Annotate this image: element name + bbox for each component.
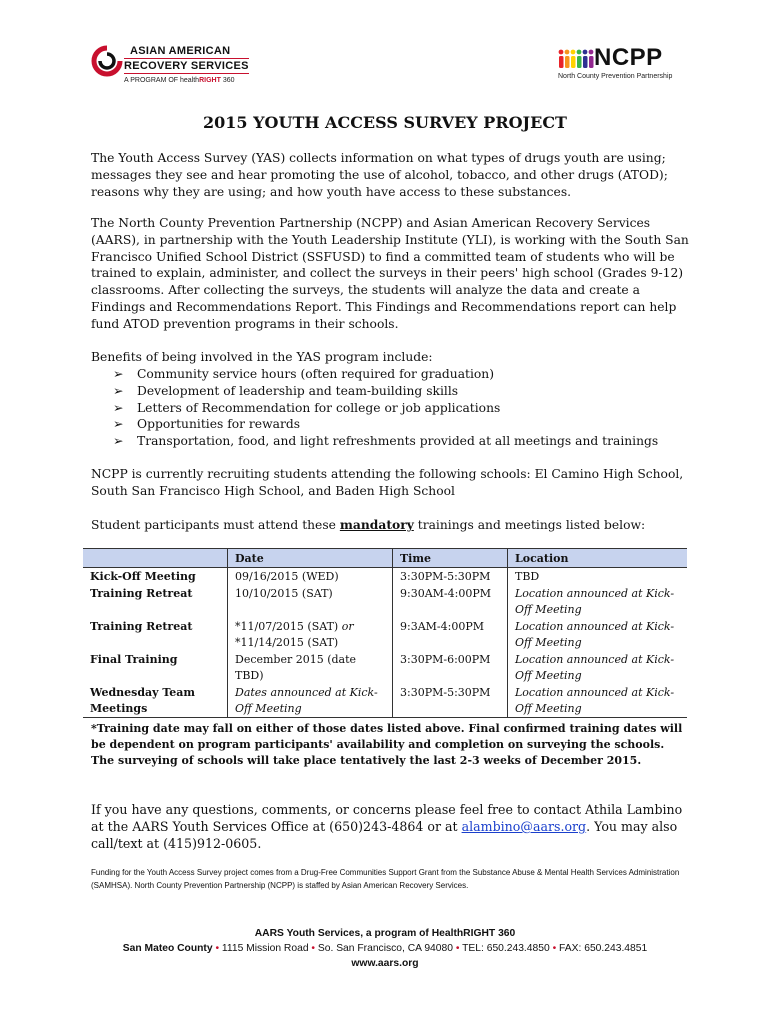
list-item — [113, 400, 693, 417]
funding-note: Funding for the Youth Access Survey project comes from a Drug-Free Communities Support Grant from the Substance Abuse & Mental Health Services Administration (SAMHSA). North County Prevention Partnership (NCPP) is staffed by Asian American Recovery Services. — [91, 868, 680, 890]
ncpp-logo-word: NCPP — [594, 44, 663, 71]
time-cell: 9:30AM-4:00PM — [393, 585, 508, 618]
header-event — [83, 549, 228, 568]
ncpp-figure-body — [577, 56, 582, 68]
ncpp-figure-body — [583, 56, 588, 68]
header-time: Time — [393, 549, 508, 568]
schedule-table — [83, 548, 687, 718]
event-cell: Kick-Off Meeting — [90, 569, 196, 583]
ncpp-figure-body — [589, 56, 594, 68]
partnership-paragraph: The North County Prevention Partnership (NCPP) and Asian American Recovery Services (AARS), in partnership with the Youth Leadership Institute (YLI), is working with the South San Francisco Unified School District (SSFUSD) to find a committed team of students who will be trained to explain, administer, and collect the surveys in their peers' high school (Grades 9-12) classrooms. After collecting the surveys, the students will analyze the data and create a Findings and Recommendations Report. This Findings and Recommendations report can help fund ATOD prevention programs in their schools. — [91, 216, 689, 331]
ncpp-figure-head — [583, 50, 588, 55]
date-cell: 10/10/2015 (SAT) — [228, 585, 393, 618]
time-cell: 3:30PM-5:30PM — [393, 684, 508, 718]
contact-before: If you have any questions, comments, or concerns please feel free to contact Athila Lambino at the AARS Youth Services Office at (650)243-4864 or at — [91, 802, 683, 834]
date-line2: *11/14/2015 (SAT) — [235, 635, 339, 649]
list-item — [113, 366, 693, 383]
event-cell: Wednesday Team Meetings — [90, 686, 196, 715]
date-cell: 09/16/2015 (WED) — [228, 567, 393, 585]
attend-after: trainings and meetings listed below: — [413, 518, 646, 532]
date-cell: December 2015 (date TBD) — [228, 651, 393, 684]
footer — [0, 926, 770, 971]
page-title: 2015 YOUTH ACCESS SURVEY PROJECT — [203, 113, 567, 132]
intro-paragraph: The Youth Access Survey (YAS) collects information on what types of drugs youth are using; messages they see and hear promoting the use of alcohol, tobacco, and other drugs (ATOD); reasons why they are using; and how youth have access to these substances. — [91, 151, 668, 199]
benefit-text: Opportunities for rewards — [137, 417, 301, 432]
location-cell: TBD — [508, 567, 688, 585]
arrow-bullet-icon: ➢ — [113, 400, 124, 415]
list-item — [113, 416, 693, 433]
header-location: Location — [508, 549, 688, 568]
benefit-text: Community service hours (often required for graduation) — [137, 367, 495, 381]
attend-paragraph — [91, 517, 691, 534]
event-cell: Training Retreat — [90, 587, 193, 600]
aars-sub-brand: RIGHT — [199, 77, 221, 84]
ncpp-figure-head — [577, 50, 582, 55]
attend-before: Student participants must attend these — [91, 518, 340, 532]
footer-separator: • — [212, 943, 222, 954]
location-cell: Location announced at Kick-Off Meeting — [508, 684, 688, 718]
ncpp-figure-head — [559, 50, 564, 55]
contact-paragraph — [91, 801, 691, 852]
header-date: Date — [228, 549, 393, 568]
mandatory-emphasis: mandatory — [339, 517, 414, 532]
list-item — [113, 383, 693, 400]
arrow-bullet-icon: ➢ — [113, 434, 124, 449]
table-row — [83, 567, 687, 585]
aars-logo — [90, 44, 250, 88]
time-cell: 3:30PM-5:30PM — [393, 567, 508, 585]
footer-separator: • — [452, 943, 463, 954]
footer-tel: TEL: 650.243.4850 — [462, 943, 550, 954]
footer-city: So. San Francisco, CA 94080 — [317, 943, 453, 954]
benefits-list — [113, 366, 693, 450]
footer-website[interactable]: www.aars.org — [351, 958, 419, 969]
table-row — [83, 585, 687, 618]
footer-fax: FAX: 650.243.4851 — [559, 943, 648, 954]
location-cell: Location announced at Kick-Off Meeting — [508, 651, 688, 684]
date-line1: *11/07/2015 (SAT) — [235, 620, 342, 633]
benefit-text: Letters of Recommendation for college or job applications — [137, 400, 501, 415]
email-link[interactable]: alambino@aars.org — [461, 819, 587, 834]
location-cell: Location announced at Kick-Off Meeting — [508, 585, 688, 618]
ncpp-people-icon — [556, 46, 596, 74]
aars-swirl-icon — [90, 44, 124, 78]
footer-line1: AARS Youth Services, a program of HealthRIGHT 360 — [254, 928, 516, 939]
footer-county: San Mateo County — [122, 943, 213, 954]
event-cell: Training Retreat — [90, 620, 193, 633]
ncpp-figure-head — [589, 50, 594, 55]
arrow-bullet-icon: ➢ — [113, 417, 124, 432]
date-or: or — [341, 620, 354, 633]
ncpp-figure-head — [571, 50, 576, 55]
footer-address-line — [0, 941, 770, 956]
aars-sub-prefix: A PROGRAM OF health — [124, 77, 200, 84]
footer-address: 1115 Mission Road — [221, 943, 309, 954]
time-cell: 9:3AM-4:00PM — [393, 618, 508, 651]
date-cell — [228, 618, 393, 651]
table-header-row — [83, 549, 687, 568]
ncpp-logo-tagline: North County Prevention Partnership — [558, 73, 673, 80]
benefits-intro: Benefits of being involved in the YAS program include: — [91, 350, 433, 364]
ncpp-figure-head — [565, 50, 570, 55]
recruiting-paragraph: NCPP is currently recruiting students attending the following schools: El Camino High School, South San Francisco High School, and Baden High School — [91, 467, 684, 498]
aars-logo-line1: ASIAN AMERICAN — [130, 45, 231, 57]
event-cell: Final Training — [90, 653, 178, 666]
footer-separator: • — [308, 943, 318, 954]
training-note: *Training date may fall on either of those dates listed above. Final confirmed training dates will be dependent on program participants' availability and completion on surveying the schools. The surveying of schools will take place tentatively the last 2-3 weeks of December 2015. — [91, 722, 683, 767]
arrow-bullet-icon: ➢ — [113, 383, 124, 398]
aars-sub-suffix: 360 — [220, 77, 235, 84]
list-item — [113, 433, 693, 450]
table-row — [83, 618, 687, 651]
benefit-text: Transportation, food, and light refreshments provided at all meetings and trainings — [137, 434, 659, 449]
ncpp-figure-body — [565, 56, 570, 68]
ncpp-figure-body — [559, 56, 564, 68]
table-row — [83, 684, 687, 718]
time-cell: 3:30PM-6:00PM — [393, 651, 508, 684]
location-cell: Location announced at Kick-Off Meeting — [508, 618, 688, 651]
footer-separator: • — [549, 943, 560, 954]
ncpp-logo — [556, 46, 686, 86]
date-cell: Dates announced at Kick-Off Meeting — [228, 684, 393, 718]
table-row — [83, 651, 687, 684]
aars-logo-line2: RECOVERY SERVICES — [124, 60, 249, 72]
arrow-bullet-icon: ➢ — [113, 367, 124, 381]
ncpp-figure-body — [571, 56, 576, 68]
aars-logo-subtitle — [124, 77, 235, 84]
benefit-text: Development of leadership and team-building skills — [137, 383, 459, 398]
contact-after: . You may also call/text at (415)912-0605. — [91, 819, 678, 851]
